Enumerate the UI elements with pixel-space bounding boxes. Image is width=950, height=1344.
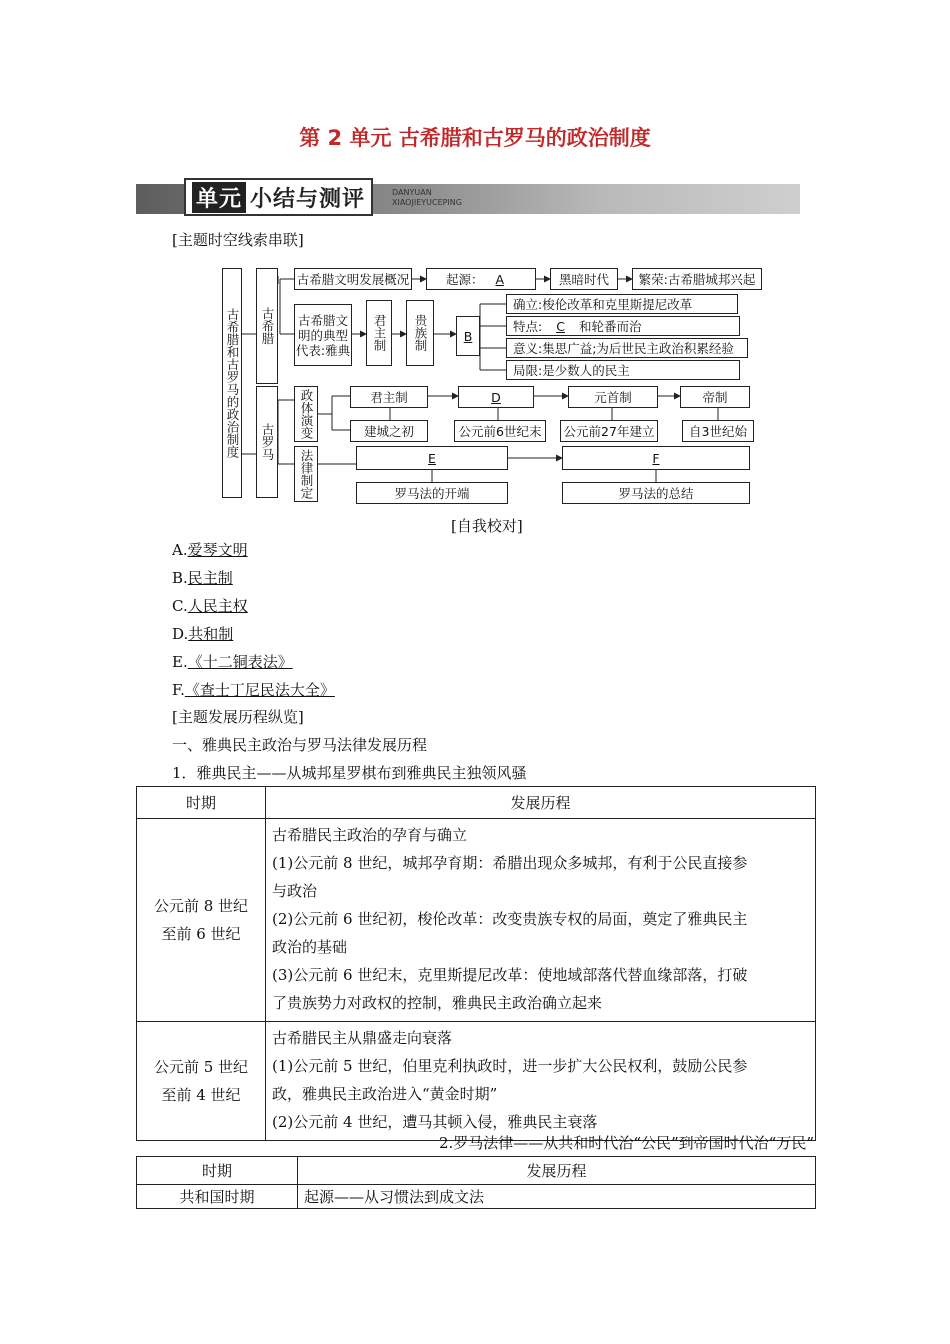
development-line: 古希腊民主政治的孕育与确立 [272, 826, 468, 844]
banner-part2: 小结与测评 [250, 186, 366, 212]
diagram-limit: 局限:是少数人的民主 [506, 360, 740, 380]
concept-diagram [220, 264, 760, 504]
answer-prefix: B. [172, 569, 188, 587]
section-label-development: [主题发展历程纵览] [172, 708, 304, 726]
banner-label [184, 178, 373, 216]
diagram-law-summary: 罗马法的总结 [562, 482, 750, 504]
answer-prefix: D. [172, 625, 189, 643]
athens-table [136, 786, 816, 1141]
heading-athens: 1．雅典民主——从城邦星罗棋布到雅典民主独领风骚 [172, 764, 527, 782]
diagram-origin [426, 268, 536, 290]
answer-a [172, 536, 335, 564]
diagram-r-monarchy: 君主制 [350, 386, 428, 408]
diagram-g-monarchy: 君主制 [366, 300, 392, 366]
diagram-feature [506, 316, 740, 336]
banner-pinyin [392, 188, 462, 208]
diagram-6th-century: 公元前6世纪末 [454, 420, 546, 442]
diagram-root: 古希腊和古罗马的政治制度 [222, 268, 242, 498]
table-period [137, 819, 266, 1022]
answer-text: 人民主权 [187, 597, 248, 615]
heading-one: 一、雅典民主政治与罗马法律发展历程 [172, 736, 428, 754]
diagram-athens: 古希腊文明的典型代表:雅典 [294, 304, 352, 366]
section-label-timeline: [主题时空线索串联] [172, 231, 304, 249]
heading-rome: 2.罗马法律——从共和时代治“公民”到帝国时代治“万民” [439, 1134, 814, 1152]
table-row [137, 1022, 816, 1141]
section-label-check: [自我校对] [451, 517, 523, 535]
development-line: 政治的基础 [272, 938, 348, 956]
development-line: 了贵族势力对政权的控制，雅典民主政治确立起来 [272, 994, 603, 1012]
answer-e [172, 648, 335, 676]
diagram-establish: 确立:梭伦改革和克里斯提尼改革 [506, 294, 738, 314]
answer-text: 共和制 [188, 625, 234, 643]
table-development [266, 819, 816, 1022]
answer-text: 《查士丁尼民法大全》 [184, 681, 335, 699]
answer-d [172, 620, 335, 648]
answer-list [172, 536, 335, 704]
answer-f [172, 676, 335, 704]
answer-c [172, 592, 335, 620]
development-line: (2)公元前 6 世纪初，梭伦改革：改变贵族专权的局面，奠定了雅典民主 [272, 910, 748, 928]
development-line: 古希腊民主从鼎盛走向衰落 [272, 1029, 453, 1047]
period-line: 至前 6 世纪 [161, 925, 241, 943]
diagram-27bc: 公元前27年建立 [560, 420, 658, 442]
table-row [137, 1185, 816, 1209]
diagram-greece-overview: 古希腊文明发展概况 [294, 268, 412, 290]
diagram-law-start: 罗马法的开端 [356, 482, 508, 504]
diagram-greece: 古希腊 [256, 268, 278, 384]
answer-prefix: E. [172, 653, 188, 671]
table-header-row [137, 787, 816, 819]
table-row [137, 819, 816, 1022]
answer-prefix: A. [172, 541, 188, 559]
diagram-blank-f: F [562, 446, 750, 470]
development-line: (1)公元前 8 世纪，城邦孕育期：希腊出现众多城邦，有利于公民直接参 [272, 854, 748, 872]
diagram-blank-a: A [495, 271, 505, 287]
answer-text: 《十二铜表法》 [187, 653, 293, 671]
diagram-3rd-century: 自3世纪始 [682, 420, 754, 442]
diagram-prosper: 繁荣:古希腊城邦兴起 [632, 268, 762, 290]
rome-table [136, 1156, 816, 1209]
diagram-evolution: 政体演变 [294, 386, 318, 442]
diagram-origin-label: 起源： [445, 271, 484, 287]
answer-b [172, 564, 335, 592]
diagram-law-making: 法律制定 [294, 446, 318, 502]
answer-text: 爱琴文明 [187, 541, 248, 559]
unit-banner [136, 184, 800, 214]
development-line: (3)公元前 6 世纪末，克里斯提尼改革：使地域部落代替血缘部落，打破 [272, 966, 748, 984]
diagram-blank-e: E [356, 446, 508, 470]
diagram-rome: 古罗马 [256, 386, 278, 498]
development-line: (1)公元前 5 世纪，伯里克利执政时，进一步扩大公民权利，鼓励公民参 [272, 1057, 748, 1075]
answer-prefix: C. [172, 597, 188, 615]
answer-prefix: F. [172, 681, 185, 699]
diagram-meaning: 意义:集思广益;为后世民主政治积累经验 [506, 338, 748, 358]
development-line: (2)公元前 4 世纪，遭马其顿入侵，雅典民主衰落 [272, 1113, 598, 1131]
development-line: 政，雅典民主政治进入“黄金时期” [272, 1085, 498, 1103]
diagram-blank-d: D [458, 386, 534, 408]
table-header-period: 时期 [137, 787, 266, 819]
table-header-row [137, 1157, 816, 1185]
diagram-feature-pre: 特点: [513, 318, 543, 334]
diagram-feature-post: 和轮番而治 [578, 318, 642, 334]
diagram-empire: 帝制 [680, 386, 750, 408]
table-development [266, 1022, 816, 1141]
table-header-development: 发展历程 [298, 1157, 816, 1185]
banner-part1: 单元 [192, 182, 246, 213]
table-development: 起源——从习惯法到成文法 [298, 1185, 816, 1209]
diagram-principate: 元首制 [568, 386, 658, 408]
table-period: 共和国时期 [137, 1185, 298, 1209]
table-header-development: 发展历程 [266, 787, 816, 819]
banner-pinyin-1: DANYUAN [392, 188, 432, 197]
period-line: 至前 4 世纪 [161, 1086, 241, 1104]
page-title: 第 2 单元 古希腊和古罗马的政治制度 [299, 126, 651, 150]
answer-text: 民主制 [187, 569, 233, 587]
development-line: 与政治 [272, 882, 318, 900]
banner-pinyin-2: XIAOJIEYUCEPING [392, 198, 462, 207]
period-line: 公元前 5 世纪 [153, 1058, 249, 1076]
diagram-blank-c: C [556, 318, 565, 334]
diagram-g-aristocracy: 贵族制 [406, 300, 434, 366]
table-header-period: 时期 [137, 1157, 298, 1185]
diagram-blank-b: B [456, 316, 480, 356]
table-period [137, 1022, 266, 1141]
diagram-dark-age: 黑暗时代 [550, 268, 618, 290]
period-line: 公元前 8 世纪 [153, 897, 249, 915]
diagram-city-founding: 建城之初 [350, 420, 428, 442]
